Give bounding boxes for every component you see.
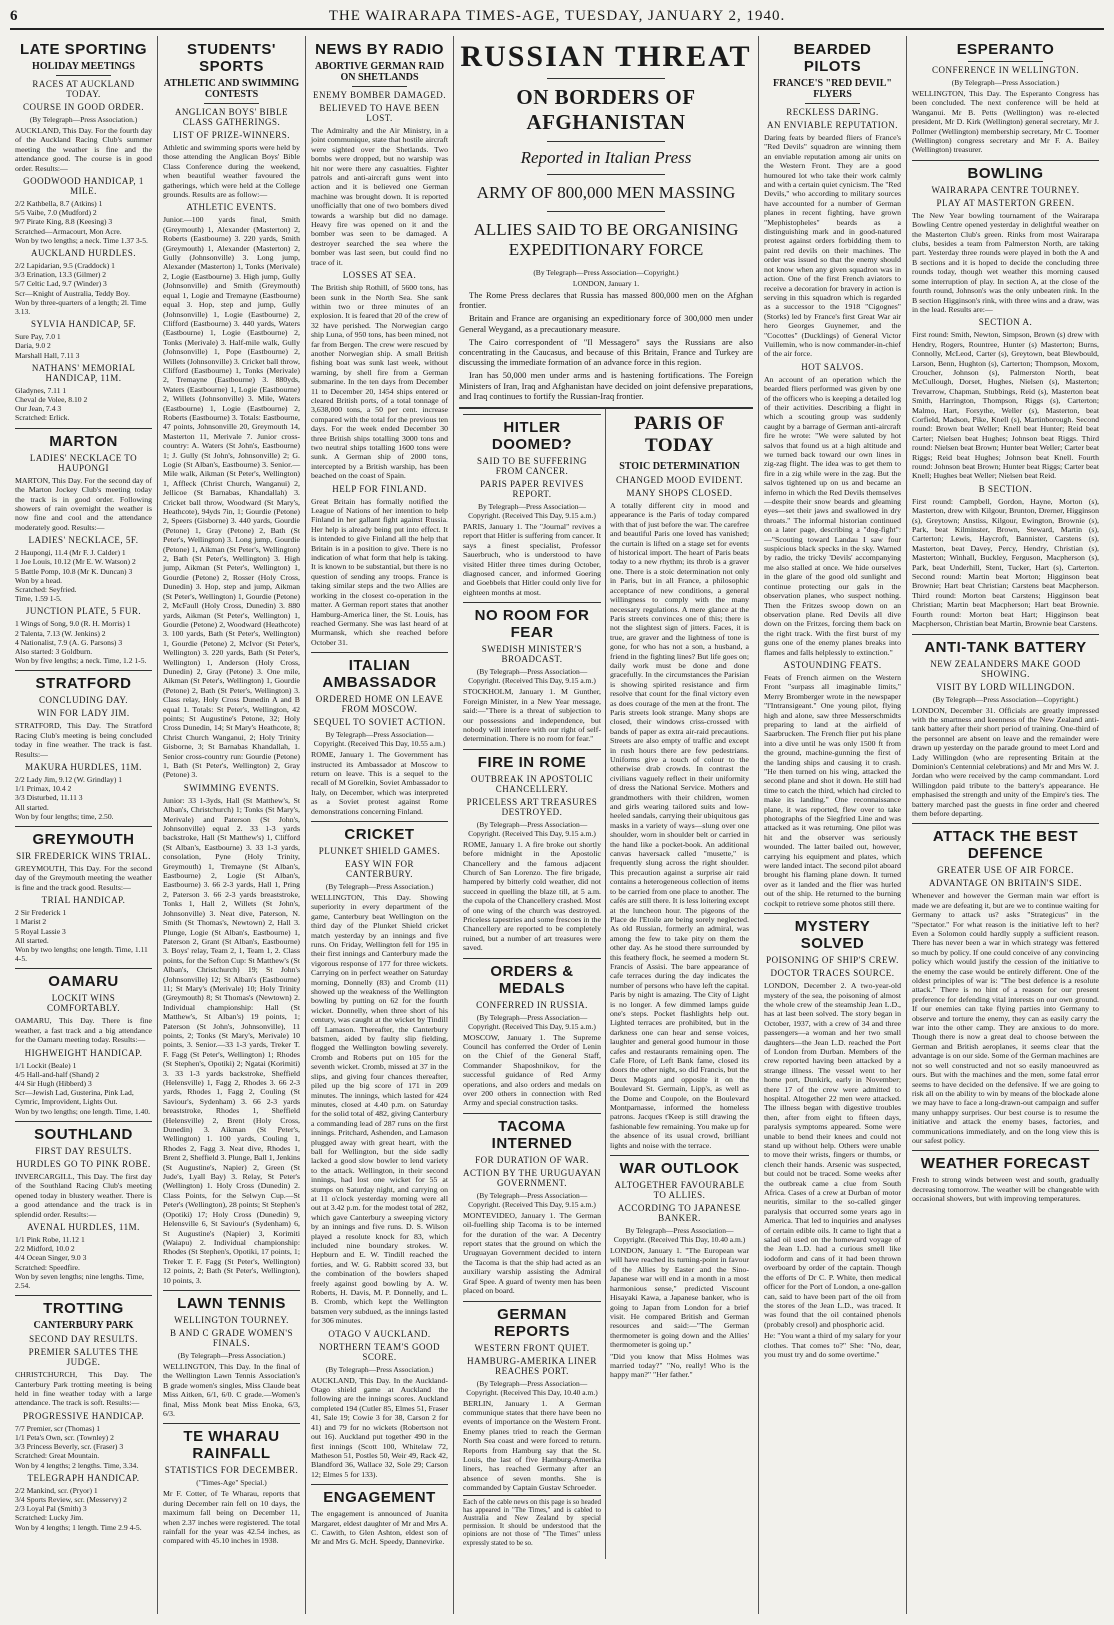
masthead — [10, 8, 1104, 30]
race-results: 2 Haupongi, 11.4 (Mr F. J. Calder) 1 1 Joe Louis, 10.12 (Mr E. W. Watson) 2 5 Battle Pomp, 10.8 (Mr K. Duncan) 3 Won by a head. Scratched: Seyfried. Time, 1.59 1-5. — [15, 548, 136, 604]
byline: (By Telegraph—Press Association.) — [325, 881, 434, 891]
article-text: Great Britain has formally notified the League of Nations of her intention to help Finland in her gallant fight against Russia. Her help is already being put into effect. It is intended to give Finland all the help that Britain is in a position to give. There is no indication of what form that help is taking. It is known to be substantial, but there is no question of sending any troops. France is taking similar steps and the two Allies are working in the closest co-operation in the matter. A German report states that another Hamburg-America liner, the St. Louis, has reached Germany. She was last heard of at Murmansk, which she reached before October 31. — [311, 496, 448, 647]
headline-tacoma-interned: TACOMA INTERNED — [463, 1113, 601, 1152]
byline: (By Telegraph—Press Association.) — [29, 115, 138, 124]
article-text: OAMARU, This Day. There is fine weather, a fast track and a big attendance for the Oamaru meeting today. Results:— — [15, 1016, 152, 1045]
headline-stratford: STRATFORD — [15, 670, 152, 692]
column-news-by-radio — [306, 36, 454, 1614]
subhead: COURSE IN GOOD ORDER. — [22, 102, 144, 112]
subhead: HURDLES GO TO PINK ROBE. — [16, 1158, 151, 1169]
section-title: ATHLETIC EVENTS. — [186, 202, 277, 213]
masthead-title: THE WAIRARAPA TIMES-AGE, TUESDAY, JANUARY 2, 1940. — [328, 8, 786, 24]
race-title: NATHANS' MEMORIAL HANDICAP, 11M. — [31, 362, 136, 383]
article-text: WELLINGTON, This Day. Showing superiority in every department of the game, Canterbury beat Wellington on the third day of the Plunket Shield cricket match yesterday by an innings and five runs. On Friday, Wellington fell for 195 in their first innings and Canterbury made the vigorous response of 177 for three wickets. Carrying on in perfect weather on Saturday morning, Donnelly (83) and Cromb (11) showed up the weakness of the Wellington bowling by putting on 62 for the fourth wicket. Donnelly, when three short of his century, was caught at the wicket by Tindill off Lamason. Thereafter, the Canterbury batsmen, aided by faulty slip fielding, flogged the Wellington bowling severely. Cromb and Roberts put on 105 for the seventh wicket. Cromb, missed at 37 in the slips, and giving four chances thereafter, piled up the big score of 171 in 209 minutes. The innings, which lasted for 424 minutes, closed at 4.40 p.m. on Saturday for the solid total of 482, giving Canterbury a commanding lead of 287 runs on the first innings. Pritchard, Ashenden, and Lamason plugged away with great heart, with the ball for Wellington, but the side sadly lacked a good slow bowler to lend variety to the attack. Wellington, in their second innings, had lost one wicket for 55 at stumps on Saturday night, and carrying on at 11 o'clock yesterday morning were all out at 3.42 p.m. for the modest total of 282, which gave Canterbury a sweeping victory by an innings and five runs. D. S. Wilson played a resolute knock for 83, which included nine boundary strokes. W. Hepburn and E. W. Tindill reached the forties, and W. G. Rabbitt scored 33, but the combination of the bowlers shaped freely against good bowling by A. W. Roberts, H. Davis, M. P. Donnelly, and L. B. Cromb, which kept the Wellington batsmen very subdued, as the innings lasted for 306 minutes. — [311, 892, 448, 1326]
article-text: The Rome Press declares that Russia has massed 800,000 men on the Afghan frontier. — [459, 290, 753, 311]
subhead: WESTERN FRONT QUIET. — [474, 1342, 590, 1353]
headline-italian-ambassador: ITALIAN AMBASSADOR — [311, 652, 448, 691]
subhead: LIST OF PRIZE-WINNERS. — [172, 130, 291, 140]
column-late-sporting — [10, 36, 158, 1614]
article-text: MONTEVIDEO, January 1. The German oil-fuelling ship Tacoma is to be interned for the duration of the war. A Decentry report states that the ground on which the Uruguayan Government decided to intern the Tacoma is that the ship had acted as an auxiliary warship assisting the Admiral Graf Spee. A guard of twenty men has been placed on board. — [463, 1210, 601, 1296]
article-text: LONDON, December 31. Officials are greatly impressed with the smartness and keenness of the New Zealand anti-tank battery after their short period of training. One-third of the personnel are absent on leave and the remainder were drawn up yesterday on the parade ground to meet Lord and Lady Willingdon (who are representing Britain at the Dominion's Centennial celebrations) and Mr and Mrs W. J. Jordan who were received by the camp commandant. Lord Willingdon paid tribute to the battery's appearance. He emphasised the strength and unity of the Empire's ties. The battery marched past the guests in fine order and cheered them before departing. — [912, 705, 1099, 818]
article-text: AUCKLAND, This Day. In the Auckland-Otago shield game at Auckland the following are the innings scores. Auckland completed 194 (Cutler 85, Elmes 51, Fraser 41, Sale 19; Cowie 3 for 38, Carson 2 for 41) and 79 for no wickets (Robertson not out 16). Auckland put together 490 in the first innings (Scott 100, Whitelaw 72, Matheson 51, Postles 50, Weir 49, Rack 42, Blandford 36, Wallace 32, Sole 29; Carson 12; Elmes 5 for 133). — [311, 1375, 448, 1479]
subhead: PRICELESS ART TREASURES DESTROYED. — [466, 796, 598, 817]
race-title: SYLVIA HANDICAP, 5F. — [31, 319, 136, 330]
headline-russian-threat: RUSSIAN THREAT — [460, 40, 752, 73]
race-title: LADIES' NECKLACE, 5F. — [28, 535, 139, 546]
article-text: A totally different city in mood and appearance is the Paris of today compared with that of just before the war. The carefree and beautiful Paris one loved has vanished; the curtain is lifted on a stage set for events of historical import. The heart of Paris beats today to a new rhythm; its throb is a graver one. There is a stoic determination not only in Paris, but in all France, a philosophic acceptance of new conditions, a general willingness to comply with the many necessary regulations. A mere glance at the Paris streets convinces one of this; there is not the slightest sign of jitters. Faces, it is true, are graver and the lightness of tone is gone, for who has not a son, a husband, a friend in the fighting lines? But life goes on; daily work must be done and done gracefully. In the circumstances the Parisian is showing spirited resistance and firm resolve that count for the final victory even as does courage of the men at the front. The Paris streets look strange. Many shops are closed, their windows criss-crossed with bands of paper as extra air-raid precautions. Streets are also empty of traffic and except in rush hours there are few pedestrians. Uniforms give a touch of colour to the otherwise drab crowds. In contrast the civilians vaguely reflect in their uniformity of dress the National Service. Mothers and grandmothers with their children, women and girls wearing tailored suits and low-heeled sandals, carrying their ubiquitous gas masks in a variety of ways—slung over one shoulder, worn in shoulder belt or carried in the hand like a pocket-book. An additional canvas haversack called "musette," is frequently slung across the right shoulder. This precaution against a surprise air raid contains a heterogeneous collection of items to be carried from one place to another. The cafés are still there. It is less loitering except at the luncheon hour. The pigeons of the Place de l'Etoile are being sorely neglected. As old Russian, formerly an admiral, was among the few to take pity on them the other day. As he stood there surrounded by this feathery flock, he seemed a modern St. Francis of Assisi. The bare appearance of cafe terraces during the day indicates the number of persons who have left the capital. Paris by night is amazing. The City of Light is no longer. A few dimmed lamps guide one's steps. Pocket flashlights help out. Lighted terraces are prohibited, but in the darkness one can hear and sense voices, laughter and general good humour in those cafes and restaurants remaining open. The Cafe Flore, of Left Bank fame, closed its doors the other night, so did Francis, but the Deux Magots and opposite it on the Boulevard St. Germain, Lipp's, as well as the Dome and Coupole, on the Boulevard Montparnasse, informed the homeless patrons. Jacques t'Keep is still drawing the fashionable few remaining. You make up for the absence of its usual crowd, brilliant lights and noise with the terrace. — [610, 501, 750, 1150]
subhead: SAID TO BE SUFFERING FROM CANCER. — [477, 456, 587, 477]
headline-fire-in-rome: FIRE IN ROME — [463, 749, 601, 771]
subhead: PLUNKET SHIELD GAMES. — [318, 845, 441, 856]
byline: (By Telegraph—Press Association—Copyright. (Received This Day, 9.15 a.m.) — [468, 1190, 596, 1209]
subhead: VISIT BY LORD WILLINGDON. — [936, 681, 1075, 692]
article-text: Athletic and swimming sports were held by those attending the Anglican Boys' Bible Class Conference during the weekend, when beautiful weather favoured the gatherings, which were held at the College grounds. Results are as follow:— — [163, 143, 300, 200]
subhead: SEQUEL TO SOVIET ACTION. — [313, 717, 446, 728]
article-text: INVERCARGILL, This Day. The first day of the Southland Racing Club's meeting opened today in blustery weather. There is a good attendance and the track is in splendid order. Results:— — [15, 1171, 152, 1219]
article-text: An account of an operation which the bearded fliers performed was given by one of the officers who is keeping a detailed log of their activities. Describing a flight in which a scouting group was suddenly caught by a barrage of German anti-aircraft fire he wrote: "We were saluted by hot salvos that found us at a high altitude and we turned back toward our own lines in zig-zag flight. The idea was to get them to fire in a zig while were in the zag. But the salvos tightened up on us and became an inferno in which the Red Devils themselves—despite their snow beards and gleaming eyes—set their jaws and swallowed in dry throats." The informal historian continued on a later page, describing a "dog-fight":—"Scouting toward Landau I saw four suspicious black specks in the sky. Warned by radio, the tricky 'Devils' accompanying me also stalled at once. We hide ourselves in the glare of the good old sunlight and continue protecting our gals in the observation planes, who suspect nothing. Then the Fritzes swoop down on an observation plane. Red Devils all dive down on the Fritzes, forcing them back on the right track. With the first burst of my guns one of the enemy planes breaks into flames and falls helplessly to extinction." — [764, 374, 901, 657]
subhead: POISONING OF SHIP'S CREW. — [766, 955, 899, 966]
dateline: LONDON, January 1. — [572, 279, 640, 288]
subhead: ARMY OF 800,000 MEN MASSING — [476, 183, 736, 202]
race-title: AVENAL HURDLES, 11M. — [27, 1221, 140, 1232]
subhead: NORTHERN TEAM'S GOOD SCORE. — [319, 1341, 440, 1362]
byline: (By Telegraph—Press Association.) — [177, 1350, 286, 1360]
sub-column-right — [606, 409, 753, 1559]
subhead: CANTERBURY PARK — [33, 1320, 134, 1332]
race-results: Gladynes, 7.11 1 Cheval de Volee, 8.10 2 Our Jean, 7.4 3 Scratched: Erlick. — [15, 385, 88, 423]
subhead: LADIES' NECKLACE TO HAUPONGI — [29, 452, 138, 473]
subhead: BELIEVED TO HAVE BEEN LOST. — [319, 103, 440, 123]
article-text: First round: Smith, Newton, Simpson, Brown (s) drew with Hendry, Rogers, Rountree, Hunter (s) Masterton; Burns, Connolly, McLeod, Carter (s), Greytown, beat Blewbould, Larson, Benn, Hughton (s), Carterton; Thompson, Moxom, Croucher, Johnson (s), Palmerston North, beat McCullough, Dorset, Hughes, Nielsen (s), Masterton; Trevarrow, Chapman, Stubbings, Reid (s), Masterton beat Smith, Harrington, Thompson, Riggs (s), Carterton; Malmo, Hart, Forsythe, Weller (s), Masterton, beat Corfield, Madson, Pike, Knell (s), Martinborough. Second round: Brown beat Weller; Knell beat Hunter; Reid beat Carter; Nielsen beat Hughes; Johnson beat Riggs. Third round: Nielsen beat Brown; Hunter beat Weller; Carter beat Riggs; Reid beat Hughes; Johnson beat Knell. Fourth round: Johnson beat Brown; Hunter beat Riggs; Carter beat Knell; Hughes beat Weller; Nielsen beat Reid. — [912, 330, 1099, 481]
headline-engagement: ENGAGEMENT — [311, 1484, 448, 1506]
article-text: The Cairo correspondent of "Il Messagero" says the Russians are also concentrating in the Caucasus, and because of this Britain, France and Turkey are discussing the immediate formation of an advance force in this region. — [459, 336, 753, 368]
subhead: ACCORDING TO JAPANESE BANKER. — [617, 1203, 742, 1224]
article-text: ROME, January 1. A fire broke out shortly before midnight in the Apostolic Chancellery and the famous adjacent Church of San Lorenzo. The fire brigade, hampered by bitterly cold weather, did not succeed in quelling the blaze till, at 5 a.m. the cupola of the Chancellery crashed. Most of one wing of the church was destroyed. Priceless tapestries and some frescoes in the Chancellery are reported to be completely ruined, but a number of art treasures were saved. — [463, 839, 601, 953]
article-text: AUCKLAND, This Day. For the fourth day of the Auckland Racing Club's summer meeting the weather is fine and the attendance good. The course is in good order. Results:— — [15, 126, 152, 173]
subhead: OTAGO V AUCKLAND. — [328, 1328, 431, 1339]
subhead: FIRST DAY RESULTS. — [35, 1145, 132, 1156]
headline-lawn-tennis: LAWN TENNIS — [163, 1290, 300, 1312]
article-text: Fresh to strong winds between west and south, gradually decreasing tomorrow. The weather will be changeable with occasional showers, but with improving temperatures. — [912, 1175, 1099, 1204]
article-text: STRATFORD, This Day. The Stratford Racing Club's meeting is being concluded today in fine weather. The track is fast. Results:— — [15, 721, 152, 759]
race-title: TRIAL HANDICAP. — [41, 895, 126, 906]
byline: (By Telegraph—Press Association—Copyright.) — [533, 268, 679, 277]
article-text: Iran has 50,000 men under arms and is hastening fortifications. The Foreign Ministers of Iran, Iraq and Afghanistan have decided on joint defensive preparations, and Iraq continues to fortify the Russian-Iraq frontier. — [459, 370, 753, 401]
subhead: RECKLESS DARING. — [786, 107, 879, 117]
subhead: WELLINGTON TOURNEY. — [174, 1314, 289, 1325]
subhead: AN ENVIABLE REPUTATION. — [766, 120, 899, 130]
sub-columns — [459, 407, 753, 1559]
article-text: Daring feats by bearded fliers of France's "Red Devils" squadron are winning them an enviable reputation among air units on the Western Front. They are a good humoured lot who take their work calmly and with a certain quiet cynicism. The "Red Devils," who according to military sources have accounted for a number of German planes in recent fighting, have grown "Mephistopheles" beards as a distinguishing mark and in good-natured protest against orders forbidding them to paint red devils on their machines. The order was issued so that the enemy should not know when any given squadron was in action. One of the first French aviators to receive a decoration for bravery in action is serving in this squadron which is regarded as a successor to the 1918 "Cigognes" (Storks) led by France's first Great War air hero Georges Guynemer, and the "Cocottes" (Ducklings) of General Victor Vuillemin, who is now commander-in-chief of the air force. — [764, 133, 901, 359]
article-text: PARIS, January 1. The "Journal" revives a report that Hitler is suffering from cancer. It says a finest specialist, Professor Sauerbruch, who is understood to have visited Hitler three times during October, diagnosed cancer, and informed Goering and Goebbels that Hitler could only live for eighteen months at most. — [463, 522, 601, 597]
subhead: ADVANTAGE ON BRITAIN'S SIDE. — [928, 878, 1082, 889]
article-text: First round: Campbell, Gordon, Hayne, Morton (s), Masterton, drew with Kilgour, Brunton, Drerner, Higginson (s), Greytown; Anstiss, Kilgour, Ewington, Brownie (s), Park, beat Kilminster, Brown, Steward, Martin (s), Carterton; Lewis, Haycroft, Bannister, Carstens (s), Masterton, beat Davey, Percy, Hendry, Christian (s), Masterton; Winhall, Buckley, Ferguson, Macpherson (s), Park, beat Underhill, Stent, Tucker, Hart (s), Carterton. Second round: Martin beat Morton; Higginson beat Brownie; Hart beat Christian; Carstens beat Macpherson. Third round: Morton beat Carstens; Higginson beat Christian; Martin beat Macpherson; Hart beat Brownie. Fourth round: Morton beat Hart; Higginson beat Macpherson, Christian beat Martin, Brownie beat Carstens. — [912, 496, 1099, 629]
sub-column-left — [459, 409, 606, 1559]
race-results: Sure Pay, 7.0 1 Daria, 9.0 2 Marshall Hall, 7.11 3 — [15, 332, 80, 360]
headline-greymouth: GREYMOUTH — [15, 826, 152, 848]
subhead: EASY WIN FOR CANTERBURY. — [344, 858, 414, 879]
race-results: 7/7 Premier, scr (Thomas) 1 1/1 Peta's Own, scr. (Townley) 2 3/3 Princess Beverly, scr. (Fraser) 3 Scratched: Great Mountain. Won by 4 lengths; 2 lengths. Time, 3.34. — [15, 1423, 139, 1470]
column-students-sports — [158, 36, 306, 1614]
article-text: STOCKHOLM, January 1. M Gunther, Foreign Minister, in a New Year message, said:—"There is a threat of subjection to our possessions and independence, but nobody will interfere with our right of self-determination. There is no room for fear." — [463, 687, 601, 744]
subhead: ANGLICAN BOYS' BIBLE CLASS GATHERINGS. — [174, 107, 289, 127]
subhead: SIR FREDERICK WINS TRIAL. — [16, 851, 151, 861]
headline-cricket: CRICKET — [311, 821, 448, 843]
race-results: 2/2 Lady Jim, 9.12 (W. Grindlay) 1 1/1 Primax, 10.4 2 3/3 Disturbed, 11.11 3 All started. Won by four lengths; time, 2.50. — [15, 774, 123, 821]
headline-bearded-pilots: BEARDED PILOTS — [793, 41, 872, 75]
subhead: ORDERED HOME ON LEAVE FROM MOSCOW. — [315, 694, 444, 715]
section-title: HELP FOR FINLAND. — [332, 483, 427, 494]
article-text: The British ship Rothill, of 5600 tons, has been sunk in the North Sea. She sank within two or three minutes of an explosion. It is feared that 20 of the crew of 32 have perished. The Norwegian cargo ship Luna, of 950 tons, has been mined, not far from Bergen. The crew were rescued by another Norwegian ship. A small British fishing boat was sunk last week, without warning, by shell fire from a German submarine. In the ten days from December 11 to December 20, 1454 ships entered or cleared British ports, of a total tonnage of 3,638,000 tons, a 50 per cent. increase compared with the total for the previous ten days. For the week ended December 30 three British ships totalling 3000 tons and two neutral ships totalling 1600 tons were sunk. A German ship of 2000 tons, intercepted by a British warship, has been beached on the coast of Spain. — [311, 283, 448, 481]
race-results: 2/2 Lapidarian, 9.5 (Craddock) 1 3/3 Erination, 13.3 (Gilmer) 2 5/7 Celtic Lad, 9.7 (Winder) 3 Scr—Knight of Australia, Teddy Boy. Won by three-quarters of a length; 2l. Time 3.13. — [15, 261, 147, 317]
page-number: 6 — [10, 8, 19, 24]
columns — [10, 36, 1104, 1614]
subhead: OUTBREAK IN APOSTOLIC CHANCELLERY. — [470, 773, 594, 794]
headline-hitler-doomed: HITLER DOOMED? — [463, 414, 601, 453]
article-text: MARTON, This Day. For the second day of the Marton Jockey Club's meeting today the track is in good order. Following showers of rain overnight the weather is now fine and cool and the attendance moderately good. Results:— — [15, 475, 152, 532]
headline-paris-of-today: PARIS OF TODAY — [634, 413, 725, 457]
race-title: GOODWOOD HANDICAP, 1 MILE. — [23, 176, 144, 197]
subhead: STATISTICS FOR DECEMBER. — [164, 1465, 299, 1476]
subhead: ACTION BY THE URUGUAYAN GOVERNMENT. — [463, 1167, 601, 1188]
headline-southland: SOUTHLAND — [15, 1121, 152, 1143]
byline: (By Telegraph—Press Association—Copyright. (Received This Day, 9.15 a.m.) — [468, 667, 596, 686]
byline: By Telegraph—Press Association—Copyright. (Received This Day, 10.55 a.m.) — [313, 730, 446, 749]
race-title: MAKURA HURDLES, 11M. — [25, 761, 142, 772]
headline-esperanto: ESPERANTO — [956, 41, 1055, 58]
subhead: ALTOGETHER FAVOURABLE TO ALLIES. — [614, 1180, 745, 1201]
subhead: WAIRARAPA CENTRE TOURNEY. — [931, 184, 1080, 195]
article-text: LONDON, December 2. A two-year-old mystery of the sea, the poisoning of almost the whole crew of the steamship Jean L.D., has at last been solved. The story began in October, 1937, with a crew of 34 and three passengers—a woman and her two small daughters—the Jean L.D. reached the Port of London from Durban. Members of the crew reported having been attacked by a strange illness. The vessel went to her home port, Dunkirk, early in November; there 17 of the crew were admitted to hospital. Altogether 22 men were attacked. The illness began with digestive troubles then, after from eight to fifteen days, paralysis symptoms appeared. Some were unable to bend their knees and could not stand up without help. Others were unable to move their wrists, fingers or thumbs, or clench their hands. Arsenic was suspected, but could not be traced. Some weeks after the outbreak came a clue from South Africa. Cases of a crew at Durban of motor neuritis, similar to the so-called ginger paralysis that occurred some years ago in America. That led to inquiries and analyses of certain edible oils. It came to light that a salad oil used on the homeward voyage of the Jean L.D. had a curious smell like iodoform and cans of it had been thrown overboard by order of the captain. Though the efforts of Dr C. P. White, then medical officer for the Port of London, a one-gallon can, said to have been part of the oil from the stores of the Jean L.D., was traced. It was found that the oil contained phenols (probably cresol) and phosphoric acid. — [764, 981, 901, 1329]
subhead: CONFERRED IN RUSSIA. — [476, 999, 588, 1010]
footnote: Each of the cable news on this page is so headed has appeared in "The Times," and is cabled to Australia and New Zealand by special permission. It should be understood that the opinions are not those of "The Times" unless expressly stated to be so. — [463, 1495, 601, 1547]
headline-bowling: BOWLING — [912, 160, 1099, 182]
column-esperanto — [907, 36, 1104, 1614]
subhead: RACES AT AUCKLAND TODAY. — [32, 79, 135, 99]
article-text: Whenever and however the German main war effort is made we are defeating it, but are we to continue waiting for Germany to attack us? asks "Strategicus" in the "Spectator." For what reason is the initiative left to her? Even a Solomon could hardly supply a sufficient reason. There has never been a war in which strategy was fettered so much by policy. If one could conceive of any convincing policy which would justify the cession of the initiative to the enemy the case would be entirely different. One of the oldest principles of war is: "The best defence is a resolute attack." There is no hint of a reason for our present preference for defending vital interests on our own ground. If our enemies can take flying parties into Germany to observe and torture the enemy, they can as easily carry the war into the other camp. They are anxious to do more. Though there is now a great deal to choose between the German and British aeroplanes, it seems clear that the advantage is on our side. Some of the German machines are not so well constructed and not so easily manoeuvred as ours. But with the machines and the men, some fatal error seems to have decided on the defensive. If we are going to risk all on the ability to win by means of the blockade alone we may have to face a long-drawn-out campaign and suffer many unhappy surprises. Our best course is to resume the initiative and attack the enemy bases, factories, and communications immediately, and on the long view this is our safest policy. — [912, 891, 1099, 1145]
subhead: ALLIES SAID TO BE ORGANISING EXPEDITIONARY FORCE — [473, 220, 739, 259]
section-title: SWIMMING EVENTS. — [183, 782, 280, 793]
race-title: HIGHWEIGHT HANDICAP. — [24, 1047, 143, 1058]
headline-attack-best-defence: ATTACK THE BEST DEFENCE — [912, 823, 1099, 862]
race-results: 2 Sir Frederick 1 1 Marist 2 5 Royal Lassie 3 All started. Won by two lengths; one length. Time, 1.11 4-5. — [15, 908, 148, 964]
headline-no-room-for-fear: NO ROOM FOR FEAR — [463, 602, 601, 641]
headline-mystery-solved: MYSTERY SOLVED — [764, 913, 901, 952]
subhead: CONCLUDING DAY. — [38, 695, 128, 706]
article-text: Junior: 33 1-3yds, Hall (St Matthew's, St Alban's, Christchurch) 1; Tonks (St Mary's, Merivale) and Paterson (St John's, Johnsonville) equal 2. 33 1-3 yards backstroke, Hall (St Matthew's) 1, Clifford (St Alban's, Eastbourne) 3. 33 1-3 yards, consolation, Pyne (Holy Trinity, Greymouth) 1, Tremayne (St Alban's, Eastbourne) 2, Logie (St Alban's, Eastbourne) 3. 66 2-3 yards, Hall 1, Pring 2, Paterson 3. 66 2-3 yards breaststroke, Tonks 1, Hall 2, Willets (St John's, Johnsonville) 3. Neat dive, Paterson, N. Smith (St Thomas's, Newtown) 2, Hall 3. Plunge, Logie (St Alban's, Eastbourne) 1, Paterson 2, Grant (St Alban's, Eastbourne) 3. Boys' relay, Team 2, 1, Team 1, 2. Class points, for the Sefton Cup: St Matthew's (St Alban's, Christchurch) 19; St John's (Johnsonville) 12; St Alban's (Eastbourne) 11; St Mary's (Merivale) 10; Holy Trinity (Greymouth) 8; St Thomas's (Newtown) 2. Individual championship: Hall (St Matthew's, St Alban's) 19 points, 1; Paterson (St John's, Johnsonville), 11 points, 2; Tonks (St Mary's, Merivale) 10 points, 3. Senior.—33 1-3 yards, Treker T. F. Fagg (St Peter's, Wellington) 1; Rhodes (St Stephen's, Opotiki) 2; Ngatai (Korimiti) 3. 33 1-3 yards backstroke, Sheffield (Helensville) 1, Fagg 2, Rhodes 3. 66 2-3 yards, Rhodes 1, Fagg 2, Couling (St Saviour's, Sydenham) 3. 66 2-3 yards breaststroke, Rhodes 1, Sheffield (Helensville) 2, Brent (Holy Cross, Dunedin) 3. Aikman (St Peter's, Wellington) 1. 100 yards, Couling 1, Rhodes 2, Fagg 3. Neat dive, Rhodes 1, Brent 2, Sheffield 3. Plunge, Ball 1, Jenkins (St Augustine's, Napier) 2, Green (St Jude's, Lyall Bay) 3. Relay, St Peter's (Wellington) 1. Holy Cross (Dunedin) 2. Class Points, for the Selwyn Cup.—St Peter's (Wellington), 28 points; St Stephen's (Opotiki) 17; Holy Cross (Dunedin) 9, Helensville 6, St Saviour's (Sydenham) 6, St Augustine's (Napier) 3, Korimiti (Waiapu) 2. Individual championship: Rhodes (St Stephen's, Opotiki, 17 points, 1; Treker T. F. Fagg (St Peter's, Wellington) 12 points, 2; Bath (St Peter's, Wellington), 10 points, 3. — [163, 795, 300, 1285]
article-text: WELLINGTON, This Day. In the final of the Wellington Lawn Tennis Association's B grade women's singles, Miss Claude beat Miss Aitken, 6/1, 6/0. C grade.—Women's final, Miss Monk beat Miss Enoka, 6/3, 6/3. — [163, 1361, 300, 1418]
subhead: ON BORDERS OF AFGHANISTAN — [516, 85, 696, 134]
headline-weather-forecast: WEATHER FORECAST — [912, 1150, 1099, 1172]
byline: (By Telegraph—Press Association—Copyright.) — [932, 694, 1079, 704]
section-title: SECTION A. — [978, 317, 1033, 328]
subhead: ATHLETIC AND SWIMMING CONTESTS — [163, 78, 300, 100]
joke: "Did you know that Miss Holmes was married today?" "No, really! Who is the happy man?" "Her father." — [610, 1351, 749, 1380]
headline-german-reports: GERMAN REPORTS — [463, 1301, 601, 1340]
subhead: SWEDISH MINISTER'S BROADCAST. — [481, 644, 583, 665]
subhead: PLAY AT MASTERTON GREEN. — [936, 197, 1075, 208]
subhead: ENEMY BOMBER DAMAGED. — [313, 90, 446, 100]
byline: (By Telegraph—Press Association.) — [951, 78, 1060, 87]
article-text: LONDON, January 1. "The European war will have reached its turning-point in favour of the Allies by Easter and the Sino-Japanese war will end in a month in a most harmonious sense," predicted Viscount Hisayaki Kawa, a Japanese banker, who is going to Japan from London for a brief visit. He compared British and German resources and said:—"The German thermometer is going down and the Allies' thermometer is going up." — [610, 1246, 749, 1350]
subhead: CHANGED MOOD EVIDENT. — [615, 475, 744, 486]
race-title: PROGRESSIVE HANDICAP. — [22, 1410, 145, 1421]
byline: By Telegraph—Press Association—Copyright. (Received This Day, 9.15 a.m.) — [468, 502, 596, 521]
article-text: ROME, January 1. The Government has instructed its Ambassador at Moscow to return on leave. This is a sequel to the recall of M Gorelkin, Soviet Ambassador to Italy, on December, which was interpreted as a Soviet protest against Rome demonstrations concerning Finland. — [311, 750, 448, 816]
subhead: GREATER USE OF AIR FORCE. — [937, 865, 1074, 876]
article-text: Mr F. Cotter, of Te Wharau, reports that during December rain fell on 10 days, the maximum fall being on December 11, when 2.37 inches were registered. The total rainfall for the year was 42.54 inches, as compared with 45.10 inches in 1938. — [163, 1489, 300, 1546]
byline: (By Telegraph—Press Association—Copyright. (Received This Day, 9.15 a.m.) — [468, 1012, 596, 1031]
subhead: NEW ZEALANDERS MAKE GOOD SHOWING. — [930, 658, 1081, 679]
race-results: 1/1 Pink Robe, 11.12 1 2/2 Midford, 10.0 2 4/4 Ocean Singer, 9.0 3 Scratched: Speedfire. Won by seven lengths; nine lengths. Time, 2.54. — [15, 1234, 144, 1290]
subhead: ABORTIVE GERMAN RAID ON SHETLANDS — [314, 61, 445, 83]
headline-orders-medals: ORDERS & MEDALS — [463, 958, 601, 997]
byline: (By Telegraph—Press Association.) — [325, 1364, 434, 1374]
race-title: TELEGRAPH HANDICAP. — [27, 1472, 140, 1483]
subhead: CONFERENCE IN WELLINGTON. — [932, 65, 1079, 75]
headline-te-wharau-rainfall: TE WHARAU RAINFALL — [163, 1423, 300, 1462]
headline-trotting: TROTTING — [15, 1295, 152, 1317]
subhead: WIN FOR LADY JIM. — [37, 708, 130, 719]
byline: ("Times-Age" Special.) — [196, 1478, 267, 1488]
subhead: LOCKIT WINS COMFORTABLY. — [47, 993, 120, 1014]
race-results: 2/2 Mankind, scr. (Pryor) 1 3/4 Sports Review, scr. (Messervy) 2 2/3 Loyal Pal (Smith) 3 Scratched: Lucky Jim. Won by 4 lengths; 1 length. Time 2.9 4-5. — [15, 1485, 142, 1532]
byline: (By Telegraph—Press Association—Copyright. (Received This Day, 10.40 a.m.) — [466, 1378, 598, 1397]
byline: (By Telegraph—Press Association—Copyright. (Received This Day, 9.15 a.m.) — [468, 819, 596, 838]
column-russian-threat — [454, 36, 759, 1614]
article-text: Junior.—100 yards final, Smith (Greymouth) 1, Alexander (Masterton) 2, Roberts (Eastbourne) 3. 220 yards, Smith (Greymouth) 1, Alexander (Masterton) 2, Gully (Johnsonville) 3. Long jump, Alexander (Masterton) 1, Tonks (Merivale) 2, Logie (Eastbourne) 3. High jump, Gully (Johnsonville) and Smith (Greymouth) equal 1, Logie and Tremayne (Eastbourne) equal 3. Hop, step and jump, Gully (Johnsonville) 1, Logie (Eastbourne) 2, Clifford (Eastbourne) 3. 440 yards, Waters (Eastbourne) 1, Logie (Eastbourne) 2, Tonks (Merivale) 3. Half-mile walk, Gully (Johnsonville) 1, Pope (Eastbourne) 2, Willets (Johnsonville) 3. Cricket ball throw, Clifford (Eastbourne) 1, Tonks (Merivale) 2, Tremayne (Eastbourne) 3. 880yds, Waters (Eastbourne) 1, Logie (Eastbourne) 2, Willets (Johnsonville) 3. Mile, Waters (Eastbourne) 1, Logie (Eastbourne) 2, Roberts (Eastbourne) 3. Totals: Eastbourne, 47 points, Johnsonville 20, Greymouth 14, Masterton 11, Merivale 7. Junior cross-country: A. Waters (St John's, Eastbourne) 1; J. Gully (St John's, Johnsonville) 2; G. Logie (St Alban's, Eastbourne) 3. Senior.—Mile walk, Aikman (St Peter's, Wellington) 1, Affleck (Christ Church, Wanganui) 2, Jellicoe (St Barnabas, Khandallah) 3. Cricket ball throw, Woodward (St Mary's, Heathcote), 94yds 7in, 1; Gourdie (Petone) 2, Speers (Gisborne) 3. 440 yards, Gourdie (Petone) 1, Gray (Petone) 2, Bath (St Peter's, Wellington) 3. Long jump, Gourdie (Petone) 1, Aikman (St Peter's, Wellington) 2, Bath (St Peter's, Wellington) 3. High jump, Aikman (St Peter's, Wellington) 1, Gourdie (Petone) 2, Rosser (Holy Cross, Dunedin) 3. Hop, step and jump, Aikman (St Peter's, Wellington) 1, Gourdie (Petone) 2, McFaull (Holy Cross, Dunedin) 3. 880 yards, Aikman (St Peter's, Wellington) 1, Gourdie (Petone) 2, Woodward (Heathcote) 3. 100 yards, Bath (St Peter's, Wellington) 1, Gourdie (Petone) 2, McIvor (St Peter's, Wellington) 3. 220 yards, Bath (St Peter's, Wellington) 1, Anderson (Holy Cross, Dunedin) 2, Gray (Petone) 3. One mile, Aikman (St Peter's, Wellington) 1, Gourdie (Petone) 2, Bath (St Peter's, Wellington) 3. Class relay, Holy Cross Dunedin A and B equal 1. Totals: St Peter's, Wellington, 42 points; St Augustine's Petone, 32; Holy Cross Dunedin, 14; St Mary's Heathcote, 8; Christ Church Wanganui, 2; Holy Trinity Gisborne, 3; St Barnabas Khandallah, 1. Senior cross-country run: Gourdie (Petone) 1, Bath (St Peter's, Wellington) 2, Gray (Petone) 3. — [163, 215, 300, 780]
subhead: B AND C GRADE WOMEN'S FINALS. — [170, 1327, 293, 1348]
subhead: STOIC DETERMINATION — [619, 461, 740, 473]
subhead: Reported in Italian Press — [520, 148, 692, 167]
article-text: The Admiralty and the Air Ministry, in a joint communique, state that hostile aircraft were sighted over the Shetlands. Two bombs were dropped, but no warship was hit nor were there any casualties. Fighter patrols and anti-aircraft guns went into action and it is believed one German machine was brought down. It is reported unofficially that one of two bombers dived towards a warship but did no damage. Heavy fire was opened on it and the bomber was seen to be damaged. A destroyer searched the sea where the bomber was last seen, but could find no trace of it. — [311, 126, 448, 267]
subhead: HOLIDAY MEETINGS — [32, 61, 135, 72]
subhead: FRANCE'S "RED DEVIL" FLYERS — [773, 78, 892, 100]
joke: He: "You want a third of my salary for your clothes. That comes to?" She: "No, dear, you must try and do some overtime." — [764, 1331, 901, 1359]
headline-anti-tank-battery: ANTI-TANK BATTERY — [912, 634, 1099, 656]
subhead: SECOND DAY RESULTS. — [29, 1334, 138, 1345]
column-bearded-pilots — [759, 36, 907, 1614]
race-results: 1/1 Lockit (Beale) 1 4/5 Hall-and-half (Shand) 2 4/4 Sir Hugh (Hibberd) 3 Scr—Jewish Lad, Gusterina, Pink Lad, Cymric, Improvident, Lights Out. Won by two lengths; one length. Time, 1.40. — [15, 1060, 151, 1116]
subhead: HAMBURG-AMERIKA LINER REACHES PORT. — [467, 1355, 597, 1376]
byline: By Telegraph—Press Association—Copyright. (Received This Day, 10.40 a.m.) — [613, 1226, 746, 1245]
article-text: Britain and France are organising an expeditionary force of 300,000 men under General Weygand, as a precautionary measure. — [459, 313, 753, 334]
article-text: The New Year bowling tournament of the Wairarapa Bowling Centre opened yesterday in delightful weather on the Masterton Club's green. Rinks from most Wairarapa clubs, besides a team from Palmerston North, are taking part. Yesterday three rounds were played in both the A and B sections and it is hoped to decide the concluding three rounds today, though wet weather this morning caused some interruption of play. In section A, at the close of the fourth round, Johnson's was the only unbeaten rink. In the B section Higginson's rink, with three wins and a draw, was in the lead. Results are:— — [912, 210, 1099, 314]
article-text: MOSCOW, January 1. The Supreme Council has conferred the Order of Lenin on the Chief of the General Staff, Commander Shaposhnikov, for the successful guidance of Red Army operations, and also orders and medals on over 200 others in connection with Red Army and special construction tasks. — [463, 1032, 601, 1108]
section-title: LOSSES AT SEA. — [342, 270, 417, 281]
headline-war-outlook: WAR OUTLOOK — [610, 1155, 749, 1177]
race-title: JUNCTION PLATE, 5 FUR. — [25, 606, 142, 617]
subhead: PARIS PAPER REVIVES REPORT. — [480, 479, 584, 500]
headline-students-sports: STUDENTS' SPORTS — [187, 41, 276, 75]
article-text: WELLINGTON, This Day. The Esperanto Congress has been concluded. The next conference will be held at Wanganui. Mr B. Petts (Wellington) was re-elected president, Mr D. Kirk (Wellington) general secretary, Mr J. Pollmer (Wellington) membership secretary, Mr C. Toomer (Wellington) congress secretary and Mr F. A. Bailey (Wellington) treasurer. — [912, 89, 1099, 155]
headline-marton: MARTON — [15, 428, 152, 450]
subhead: DOCTOR TRACES SOURCE. — [770, 968, 895, 979]
article-text: Feats of French airmen on the Western Front "surpass all imaginable limits," Merry Bromberger wrote in the newspaper "l'Intransigeant." One young pilot, flying high and alone, saw three Messerschmidts preparing to land at the airfield of Saarbrucken. The French flier put his plane into a dive until he was only 1500 ft from the ground, machine-gunning the first of the landing ships and causing it to crash. "He then turned on his wing, attacked the second plane and shot it down. He still had time to catch the third, which had circled to make its landing." One reconnaissance plane, it was reported, flew over to take photographs of the Siegfried Line and was attacked as it was returning. One pilot was hit and the observer was seriously wounded. The latter bailed out, however, carrying his equipment and plates, which were landed intact. The second pilot aboard brought his flaming plane down. It turned over as it landed and the flier was hurled out of the ship. He returned to the burning cockpit to retrieve some photos still there. — [764, 672, 901, 908]
headline-late-sporting: LATE SPORTING — [19, 41, 148, 58]
subhead: PREMIER SALUTES THE JUDGE. — [28, 1347, 139, 1368]
race-results: 1 Wings of Song, 9.0 (R. H. Morris) 1 2 Talenta, 7.13 (W. Jenkins) 2 4 Nationalist, 7.9 (A. G. Parsons) 3 Also started: 3 Goldburn. Won by five lengths; a neck. Time, 1.2 1-5. — [15, 619, 147, 666]
section-title: HOT SALVOS. — [801, 361, 864, 372]
section-title: B SECTION. — [978, 483, 1033, 494]
article-text: GREYMOUTH, This Day. For the second day of the Greymouth meeting the weather is fine and the track good. Results:— — [15, 864, 152, 892]
article-text: CHRISTCHURCH, This Day. The Canterbury Park trotting meeting is being held in fine weather today with a large attendance. The track is soft. Results:— — [15, 1370, 152, 1408]
section-title: ASTOUNDING FEATS. — [783, 659, 882, 670]
race-title: AUCKLAND HURDLES. — [31, 248, 136, 259]
headline-oamaru: OAMARU — [15, 968, 152, 990]
subhead: MANY SHOPS CLOSED. — [626, 488, 733, 499]
subhead: FOR DURATION OF WAR. — [475, 1154, 589, 1165]
article-text: BERLIN, January 1. A German communique states that there have been no events of importance on the Western Front. Enemy planes tried to reach the German North Sea coast and were forced to return. Reports from Hamburg say that the St. Louis, the last of five Hamburg-Amerika liners, has reached Germany after an absence of seven months. She is commanded by Captain Gustav Schroeder. — [463, 1398, 601, 1493]
article-text: The engagement is announced of Juanita Margaret, eldest daughter of Mr and Mrs A. C. Cawith, to Glen Ashton, eldest son of Mr and Mrs G. McH. Speedy, Dannevirke. — [311, 1509, 448, 1547]
race-results: 2/2 Kathbella, 8.7 (Atkins) 1 5/5 Vaibe, 7.0 (Mudford) 2 9/7 Pirate King, 8.8 (Keesing) 3 Scratched—Armacourt, Mon Acre. Won by two lengths; a neck. Time 1.37 3-5. — [15, 199, 148, 245]
headline-news-by-radio: NEWS BY RADIO — [315, 41, 444, 58]
